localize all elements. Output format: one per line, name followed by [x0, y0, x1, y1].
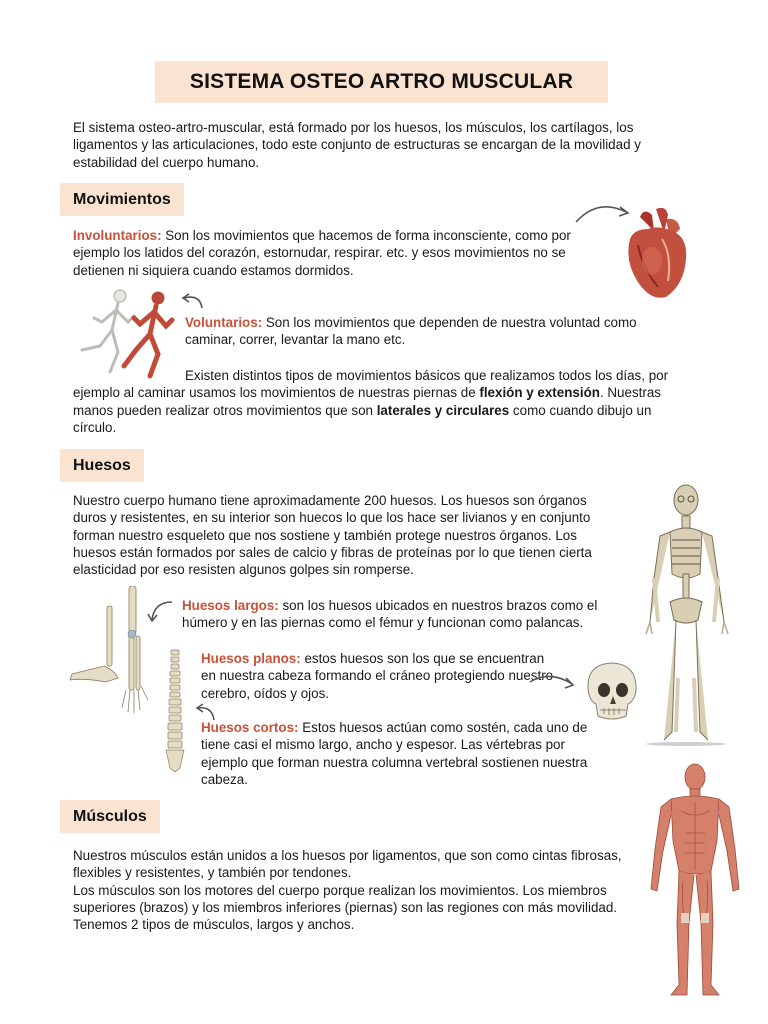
huesos-planos-text: estos huesos son los que se encuentran en nuestra cabeza formando el cráneo protegiendo nuestro cerebro, oídos y ojos. [201, 651, 554, 701]
huesos-largos-term: Huesos largos: [182, 598, 279, 613]
huesos-cortos-term: Huesos cortos: [201, 720, 299, 735]
voluntarios-paragraph [185, 314, 675, 349]
page-title: SISTEMA OSTEO ARTRO MUSCULAR [189, 70, 574, 93]
huesos-paragraph: Nuestro cuerpo humano tiene aproximadamente 200 huesos. Los huesos son órganos duros y resistentes, en su interior son huecos lo que los hace ser livianos y en conjunto forman nuestro esqueleto que nos sostiene y también protege nuestros órganos. Los huesos están formados por sales de calcio y fibras de proteínas por lo que tienen cierta elasticidad por eso resisten algunos golpes sin romperse. [73, 493, 592, 578]
huesos-planos-paragraph [201, 650, 561, 702]
section-heading-musculos [60, 800, 160, 833]
involuntarios-term: Involuntarios: [73, 228, 162, 243]
section-heading-label: Músculos [73, 807, 147, 825]
musculos-paragraph-1: Nuestros músculos están unidos a los huesos por ligamentos, que son como cintas fibrosas, flexibles y resistentes, y también por tendones. [73, 848, 622, 881]
section-heading-movimientos [60, 183, 184, 216]
section-heading-label: Huesos [73, 456, 131, 474]
curved-arrow-icon [180, 292, 206, 310]
tipos-text-3: como cuando dibujo un círculo. [73, 402, 652, 435]
tipos-text-2: . Nuestras manos pueden realizar otros movimientos que son [73, 385, 661, 418]
heart-image [622, 205, 690, 303]
huesos-cortos-paragraph [201, 719, 591, 788]
muscle-body-image [645, 763, 745, 1003]
intro-paragraph: El sistema osteo-artro-muscular, está formado por los huesos, los músculos, los cartílagos, los ligamentos y las articulaciones, todo este conjunto de estructuras se encargan de la movilidad y estabilidad del cuerpo humano. [73, 120, 641, 170]
huesos-largos-text: son los huesos ubicados en nuestros brazos como el húmero y en las piernas como el fémur y funcionan como palancas. [182, 598, 598, 631]
musculos-paragraph-2: Los músculos son los motores del cuerpo porque realizan los movimientos. Los miembros superiores (brazos) y los miembros inferiores (piernas) son las regiones con más movilidad. Tenemos 2 tipos de músculos, largos y anchos. [73, 882, 618, 933]
section-heading-label: Movimientos [73, 190, 171, 208]
curved-arrow-icon [528, 668, 576, 690]
tipos-bold-1: flexión y extensión [479, 385, 600, 401]
tipos-movimientos-paragraph [73, 367, 695, 436]
huesos-planos-term: Huesos planos: [201, 651, 301, 666]
voluntarios-text: Son los movimientos que dependen de nuestra voluntad como caminar, correr, levantar la mano etc. [185, 315, 637, 348]
curved-arrow-icon [146, 598, 176, 624]
involuntarios-text: Son los movimientos que hacemos de forma inconsciente, como por ejemplo los latidos del corazón, estornudar, respirar. etc. y esos movimientos no se detienen ni siquiera cuando estamos dormidos. [73, 228, 571, 278]
spine-image [160, 648, 190, 774]
skeleton-image [640, 482, 740, 747]
section-heading-huesos [60, 449, 144, 482]
voluntarios-term: Voluntarios: [185, 315, 263, 330]
skull-image [582, 660, 640, 722]
huesos-largos-paragraph [182, 597, 622, 632]
title-banner [155, 61, 608, 103]
musculos-text-block [73, 847, 648, 933]
involuntarios-paragraph [73, 227, 608, 279]
huesos-cortos-text: Estos huesos actúan como sostén, cada uno de tiene casi el mismo largo, ancho y espesor. Las vértebras por ejemplo que forman nuestra columna vertebral sostienen nuestra cabeza. [201, 720, 588, 787]
tipos-text-1: Existen distintos tipos de movimientos básicos que realizamos todos los días, por ejemplo al caminar usamos los movimientos de nuestras piernas de [73, 368, 669, 401]
arm-leg-bones-image [66, 586, 156, 716]
tipos-bold-2: laterales y circulares [376, 402, 510, 418]
